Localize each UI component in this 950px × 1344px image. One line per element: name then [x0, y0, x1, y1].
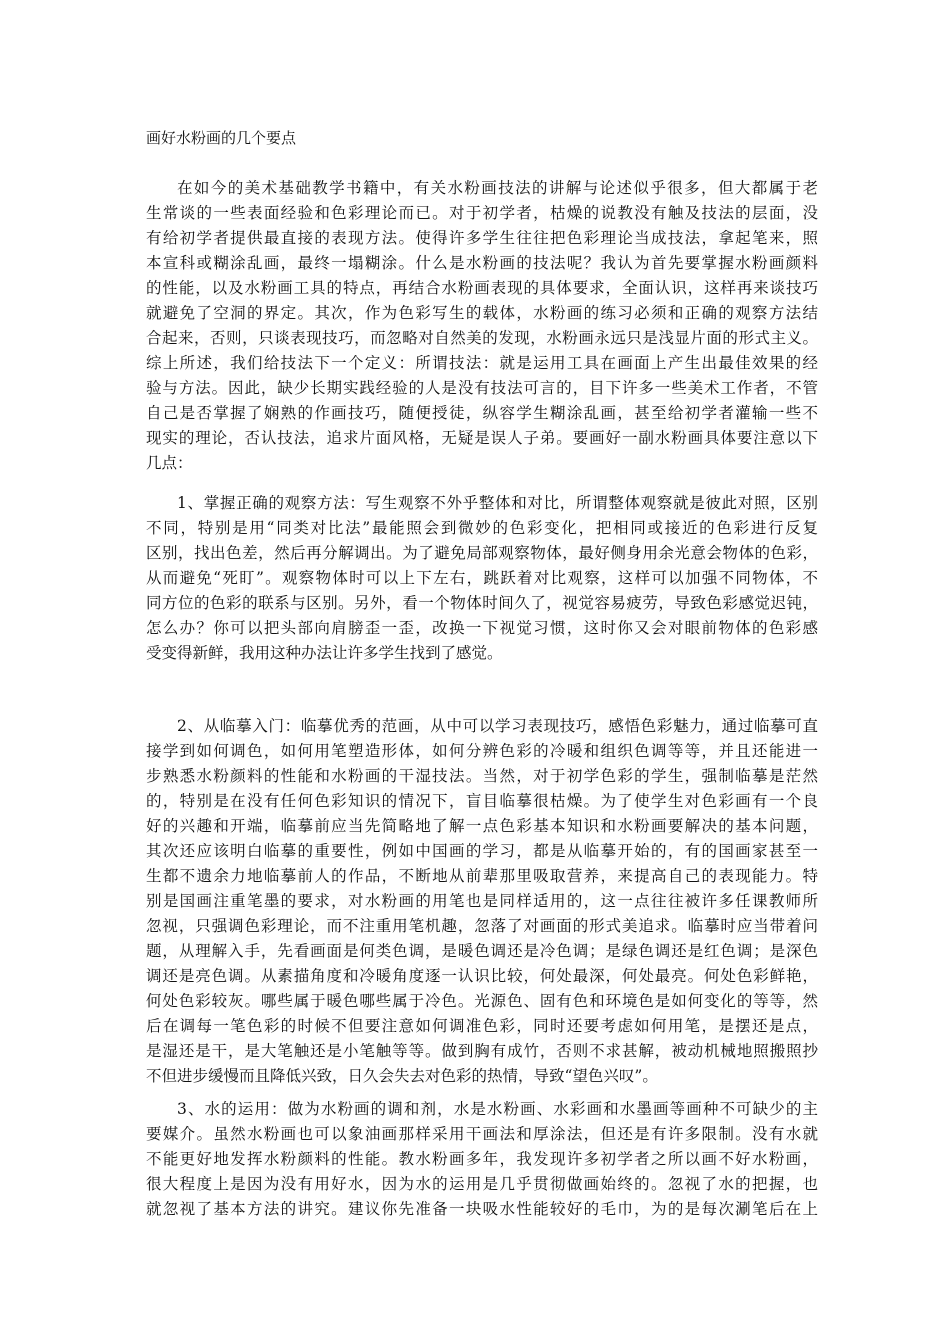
- text-line: 生都不遗余力地临摹前人的作品，不断地从前辈那里吸取营养，来提高自己的表现能力。特: [146, 867, 818, 885]
- text-line: 受变得新鲜，我用这种办法让许多学生找到了感觉。: [146, 644, 503, 662]
- text-line: 很大程度上是因为没有用好水，因为水的运用是几乎贯彻做画始终的。忽视了水的把握，也: [146, 1175, 818, 1193]
- text-line: 的，特别是在没有任何色彩知识的情况下，盲目临摹很枯燥。为了使学生对色彩画有一个良: [146, 792, 818, 810]
- text-line: 就忽视了基本方法的讲究。建议你先准备一块吸水性能较好的毛巾，为的是每次涮笔后在上: [146, 1200, 818, 1218]
- text-line: 何处色彩较灰。哪些属于暖色哪些属于冷色。光源色、固有色和环境色是如何变化的等等，然: [146, 992, 818, 1010]
- text-line: 的性能，以及水粉画工具的特点，再结合水粉画表现的具体要求，全面认识，这样再来谈技巧: [146, 279, 818, 297]
- text-line: 调还是亮色调。从素描角度和冷暖角度逐一认识比较，何处最深，何处最亮。何处色彩鲜艳，: [146, 967, 818, 985]
- text-line: 就避免了空洞的界定。其次，作为色彩写生的载体，水粉画的练习必须和正确的观察方法结: [146, 304, 818, 322]
- text-line: 不同，特别是用“同类对比法”最能照会到微妙的色彩变化，把相同或接近的色彩进行反复: [146, 519, 818, 537]
- text-line: 区别，找出色差，然后再分解调出。为了避免局部观察物体，最好侧身用余光意会物体的色彩，: [146, 544, 818, 562]
- text-line: 现实的理论，否认技法，追求片面风格，无疑是误人子弟。要画好一副水粉画具体要注意以下: [146, 429, 818, 447]
- paragraph-point-3: [146, 1097, 818, 1222]
- text-line: 合起来，否则，只谈表现技巧，而忽略对自然美的发现，水粉画永远只是浅显片面的形式主义。: [146, 329, 818, 347]
- text-line: 综上所述，我们给技法下一个定义：所谓技法：就是运用工具在画面上产生出最佳效果的经: [146, 354, 818, 372]
- text-line: 别是国画注重笔墨的要求，对水粉画的用笔也是同样适用的，这一点往往被许多任课教师所: [146, 892, 818, 910]
- text-line: 是湿还是干，是大笔触还是小笔触等等。做到胸有成竹，否则不求甚解，被动机械地照搬照抄: [146, 1042, 818, 1060]
- text-line: 3、水的运用：做为水粉画的调和剂，水是水粉画、水彩画和水墨画等画种不可缺少的主: [177, 1100, 818, 1118]
- text-line: 有给初学者提供最直接的表现方法。使得许多学生往往把色彩理论当成技法，拿起笔来，照: [146, 229, 818, 247]
- text-line: 2、从临摹入门：临摹优秀的范画，从中可以学习表现技巧，感悟色彩魅力，通过临摹可直: [177, 717, 818, 735]
- text-line: 题，从理解入手，先看画面是何类色调，是暖色调还是冷色调；是绿色调还是红色调；是深色: [146, 942, 818, 960]
- text-line: 生常谈的一些表面经验和色彩理论而已。对于初学者，枯燥的说教没有触及技法的层面，没: [146, 204, 818, 222]
- text-line: 同方位的色彩的联系与区别。另外，看一个物体时间久了，视觉容易疲劳，导致色彩感觉迟钝，: [146, 594, 818, 612]
- text-line: 在如今的美术基础教学书籍中，有关水粉画技法的讲解与论述似乎很多，但大都属于老: [177, 179, 818, 197]
- text-line: 步熟悉水粉颜料的性能和水粉画的干湿技法。当然，对于初学色彩的学生，强制临摹是茫然: [146, 767, 818, 785]
- document-title: 画好水粉画的几个要点: [146, 129, 297, 147]
- paragraph-point-1: [146, 491, 818, 666]
- text-line: 好的兴趣和开端，临摹前应当先简略地了解一点色彩基本知识和水粉画要解决的基本问题，: [146, 817, 818, 835]
- paragraph-point-2: [146, 714, 818, 1089]
- text-line: 本宣科或糊涂乱画，最终一塌糊涂。什么是水粉画的技法呢？我认为首先要掌握水粉画颜料: [146, 254, 818, 272]
- text-line: 不能更好地发挥水粉颜料的性能。教水粉画多年，我发现许多初学者之所以画不好水粉画，: [146, 1150, 818, 1168]
- text-line: 怎么办？你可以把头部向肩膀歪一歪，改换一下视觉习惯，这时你又会对眼前物体的色彩感: [146, 619, 818, 637]
- text-line: 从而避免“死盯”。观察物体时可以上下左右，跳跃着对比观察，这样可以加强不同物体，不: [146, 569, 818, 587]
- text-line: 后在调每一笔色彩的时候不但要注意如何调准色彩，同时还要考虑如何用笔，是摆还是点，: [146, 1017, 818, 1035]
- text-line: 自己是否掌握了娴熟的作画技巧，随便授徒，纵容学生糊涂乱画，甚至给初学者灌输一些不: [146, 404, 818, 422]
- text-line: 接学到如何调色，如何用笔塑造形体，如何分辨色彩的冷暖和组织色调等等，并且还能进一: [146, 742, 818, 760]
- text-line: 不但进步缓慢而且降低兴致，日久会失去对色彩的热情，导致“望色兴叹”。: [146, 1067, 658, 1085]
- paragraph-intro: [146, 176, 818, 476]
- text-line: 其次还应该明白临摹的重要性，例如中国画的学习，都是从临摹开始的，有的国画家甚至一: [146, 842, 818, 860]
- text-line: 1、掌握正确的观察方法：写生观察不外乎整体和对比，所谓整体观察就是彼此对照，区别: [177, 494, 818, 512]
- text-line: 几点：: [146, 454, 193, 472]
- text-line: 验与方法。因此，缺少长期实践经验的人是没有技法可言的，目下许多一些美术工作者，不管: [146, 379, 818, 397]
- text-line: 忽视，只强调色彩理论，而不注重用笔机趣，忽落了对画面的形式美追求。临摹时应当带着问: [146, 917, 818, 935]
- text-line: 要媒介。虽然水粉画也可以象油画那样采用干画法和厚涂法，但还是有许多限制。没有水就: [146, 1125, 818, 1143]
